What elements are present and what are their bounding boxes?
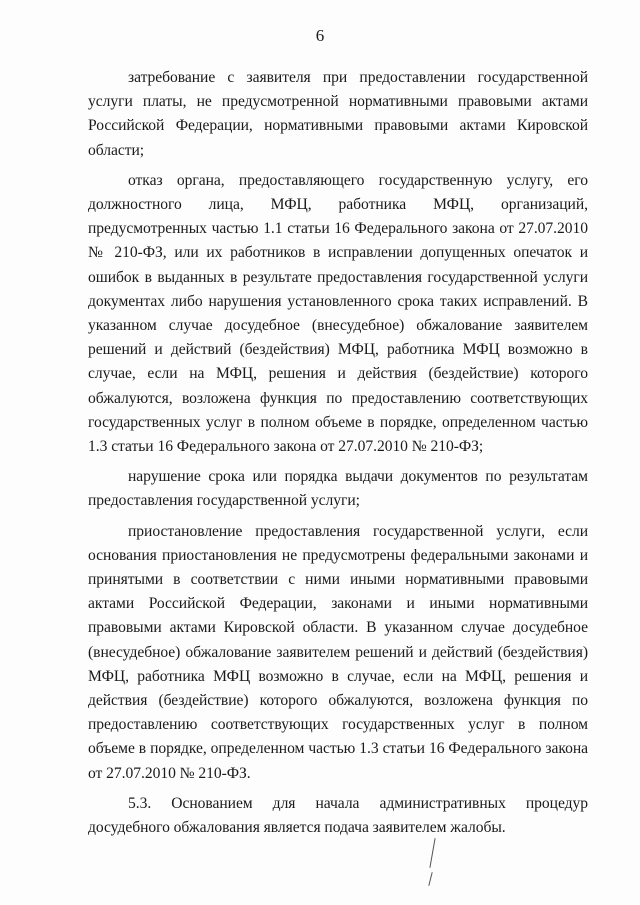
paragraph-fee-demand: затребование с заявителя при предоставлении государственной услуги платы, не предусмотренной нормативными правовыми актами Российской Федерации, нормативными правовыми актами Кировской области; xyxy=(88,69,588,159)
paragraph-refusal-corrections: отказ органа, предоставляющего государственную услугу, его должностного лица, МФЦ, работника МФЦ, организаций, предусмотренных частью 1.1 статьи 16 Федерального закона от 27.07.2010 № 210-ФЗ, или их работников в исправлении допущенных опечаток и ошибок в выданных в результате предоставления государственной услуги документах либо нарушения установленного срока таких исправлений. В указанном случае досудебное (внесудебное) обжалование заявителем решений и действий (бездействия) МФЦ, работника МФЦ возможно в случае, если на МФЦ, решения и действия (бездействие) которого обжалуются, возложена функция по предоставлению соответствующих государственных услуг в полном объеме в порядке, определенном частью 1.3 статьи 16 Федерального закона от 27.07.2010 № 210-ФЗ; xyxy=(88,171,588,456)
pen-mark xyxy=(428,872,432,886)
document-body xyxy=(88,66,588,844)
paragraph-section-5-3: 5.3. Основанием для начала административных процедур досудебного обжалования является подача заявителем жалобы. xyxy=(88,794,588,837)
page-number: 6 xyxy=(315,26,325,45)
paragraph-suspension: приостановление предоставления государственной услуги, если основания приостановления не предусмотрены федеральными законами и принятыми в соответствии с ними иными нормативными правовыми актами Российской Федерации, законами и иными нормативными правовыми актами Кировской области. В указанном случае досудебное (внесудебное) обжалование заявителем решений и действий (бездействия) МФЦ, работника МФЦ возможно в случае, если на МФЦ, решения и действия (бездействие) которого обжалуются, возложена функция по предоставлению соответствующих государственных услуг в полном объеме в порядке, определенном частью 1.3 статьи 16 Федерального закона от 27.07.2010 № 210-ФЗ. xyxy=(88,522,588,782)
paragraph-deadline-violation: нарушение срока или порядка выдачи документов по результатам предоставления государственной услуги; xyxy=(88,468,588,510)
